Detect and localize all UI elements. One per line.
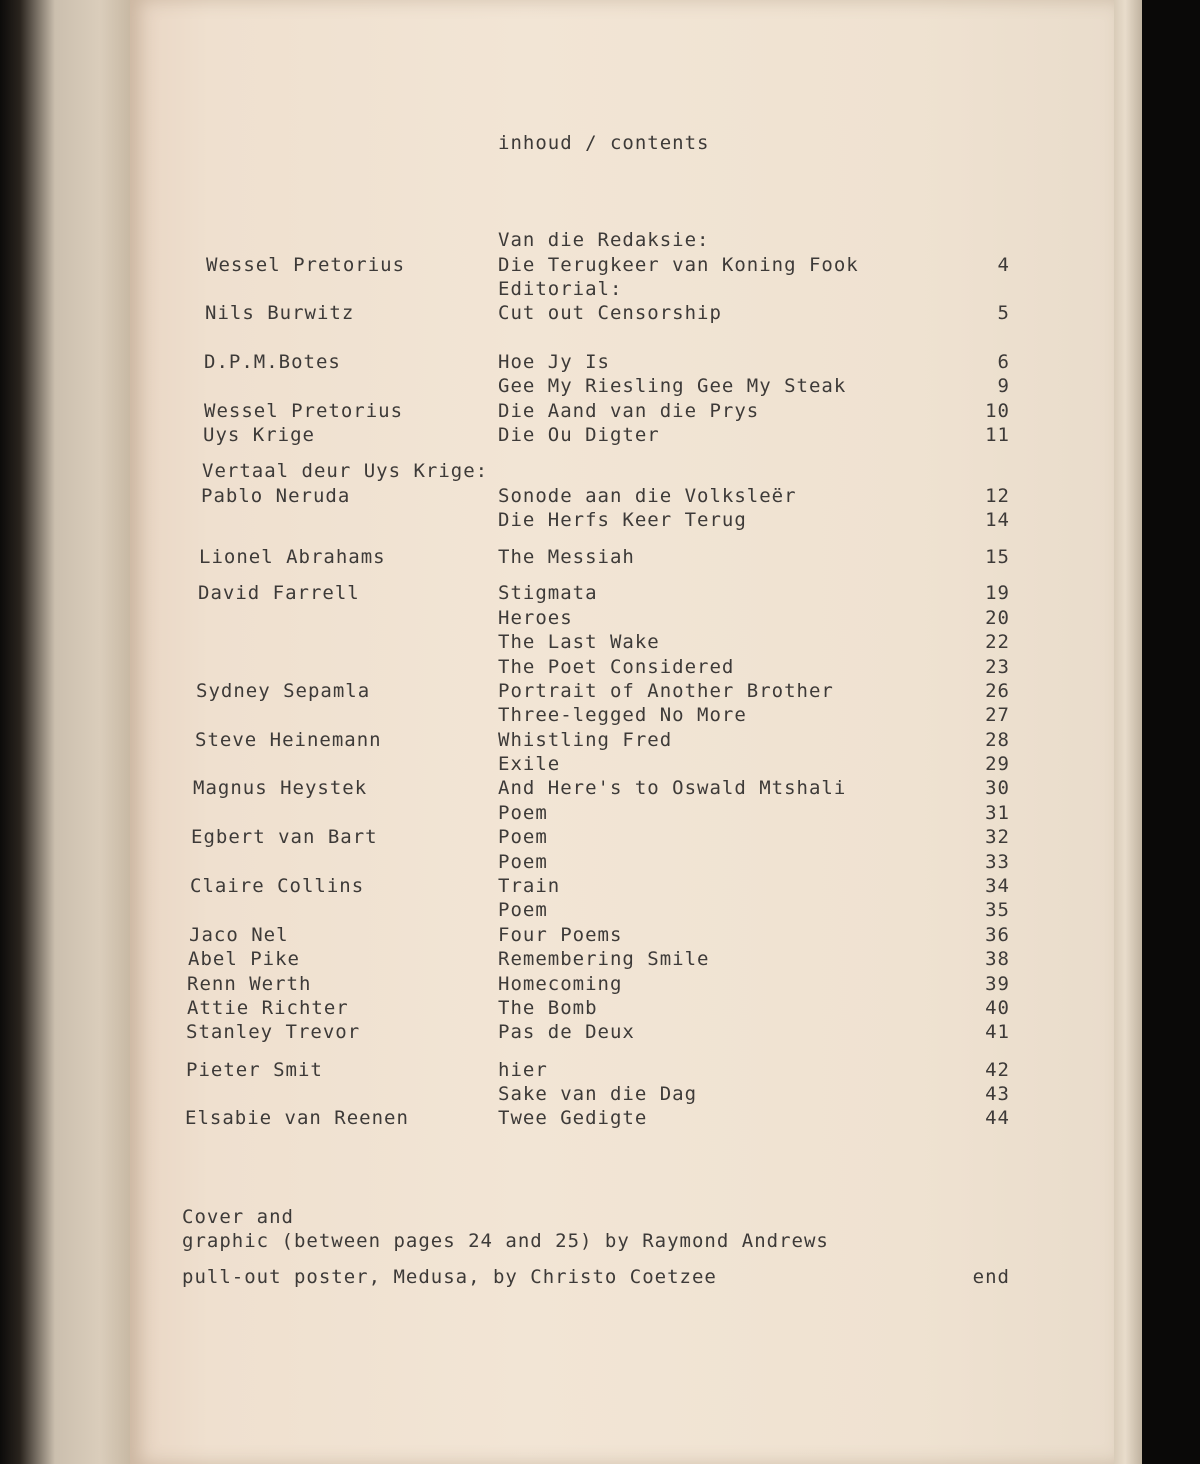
entry-author: Magnus Heystek: [193, 777, 368, 799]
entry-title: Die Herfs Keer Terug: [498, 509, 747, 531]
entry-title: Poem: [498, 826, 548, 848]
entry-page-number: 20: [985, 607, 1010, 629]
entry-title: Hoe Jy Is: [498, 351, 610, 373]
entry-title: Die Aand van die Prys: [498, 400, 760, 422]
entry-author: Pieter Smit: [186, 1059, 323, 1081]
entry-author: Claire Collins: [190, 875, 365, 897]
entry-page-number: 42: [985, 1059, 1010, 1081]
page-stack-edge: [1114, 0, 1142, 1464]
entry-title: Whistling Fred: [498, 729, 673, 751]
entry-title: Twee Gedigte: [498, 1107, 648, 1129]
entry-page-number: 30: [985, 777, 1010, 799]
entry-author: Abel Pike: [188, 948, 300, 970]
entry-page-number: 22: [985, 631, 1010, 653]
entry-page-number: 38: [985, 948, 1010, 970]
contents-heading: inhoud / contents: [498, 132, 710, 154]
entry-title: Train: [498, 875, 561, 897]
entry-author: Lionel Abrahams: [199, 546, 386, 568]
entry-page-number: 12: [985, 485, 1010, 507]
entry-page-number: 26: [985, 680, 1010, 702]
entry-title: Stigmata: [498, 582, 598, 604]
entry-title: Remembering Smile: [498, 948, 710, 970]
entry-page-number: 40: [985, 997, 1010, 1019]
entry-page-number: 43: [985, 1083, 1010, 1105]
entry-author: Uys Krige: [203, 424, 315, 446]
entry-author: Nils Burwitz: [205, 302, 355, 324]
entry-page-number: 10: [985, 400, 1010, 422]
entry-title: hier: [498, 1059, 548, 1081]
entry-title: Van die Redaksie:: [498, 229, 710, 251]
entry-author: David Farrell: [198, 582, 360, 604]
entry-title: Sonode aan die Volksleër: [498, 485, 797, 507]
entry-author: Jaco Nel: [189, 924, 289, 946]
entry-title: Pas de Deux: [498, 1021, 635, 1043]
entry-title: Die Ou Digter: [498, 424, 660, 446]
facing-page-edge: [0, 0, 140, 1464]
scan-background: [1142, 0, 1200, 1464]
entry-author: Vertaal deur Uys Krige:: [202, 460, 489, 482]
entry-title: The Bomb: [498, 997, 598, 1019]
entry-author: Pablo Neruda: [201, 485, 351, 507]
entry-title: The Messiah: [498, 546, 635, 568]
entry-title: Editorial:: [498, 278, 623, 300]
entry-title: Poem: [498, 899, 548, 921]
entry-title: Heroes: [498, 607, 573, 629]
entry-page-number: 28: [985, 729, 1010, 751]
entry-title: Four Poems: [498, 924, 623, 946]
entry-title: Three-legged No More: [498, 704, 747, 726]
entry-page-number: 41: [985, 1021, 1010, 1043]
entry-author: Elsabie van Reenen: [185, 1107, 409, 1129]
entry-title: Die Terugkeer van Koning Fook: [498, 254, 859, 276]
footer-cover-line: Cover and: [182, 1206, 294, 1228]
entry-title: The Last Wake: [498, 631, 660, 653]
footer-graphic-line: graphic (between pages 24 and 25) by Raymond Andrews: [182, 1230, 829, 1252]
entry-author: Wessel Pretorius: [204, 400, 404, 422]
entry-title: Portrait of Another Brother: [498, 680, 834, 702]
footer-poster-line: pull-out poster, Medusa, by Christo Coetzee: [182, 1266, 717, 1288]
entry-page-number: 5: [997, 302, 1010, 324]
entry-page-number: 14: [985, 509, 1010, 531]
entry-title: Cut out Censorship: [498, 302, 722, 324]
entry-page-number: 39: [985, 973, 1010, 995]
entry-page-number: 15: [985, 546, 1010, 568]
entry-page-number: 27: [985, 704, 1010, 726]
entry-page-number: 11: [985, 424, 1010, 446]
entry-title: And Here's to Oswald Mtshali: [498, 777, 847, 799]
entry-page-number: 9: [997, 375, 1010, 397]
entry-page-number: 44: [985, 1107, 1010, 1129]
entry-page-number: 33: [985, 851, 1010, 873]
entry-author: Stanley Trevor: [186, 1021, 361, 1043]
entry-page-number: 31: [985, 802, 1010, 824]
entry-title: Sake van die Dag: [498, 1083, 698, 1105]
entry-author: Attie Richter: [187, 997, 349, 1019]
entry-author: Sydney Sepamla: [196, 680, 371, 702]
entry-page-number: 19: [985, 582, 1010, 604]
entry-title: Gee My Riesling Gee My Steak: [498, 375, 847, 397]
entry-author: Wessel Pretorius: [206, 254, 406, 276]
entry-author: Egbert van Bart: [191, 826, 378, 848]
entry-author: Steve Heinemann: [195, 729, 382, 751]
entry-title: Homecoming: [498, 973, 623, 995]
footer-poster-page: end: [972, 1266, 1010, 1288]
entry-title: Poem: [498, 851, 548, 873]
entry-page-number: 36: [985, 924, 1010, 946]
entry-page-number: 29: [985, 753, 1010, 775]
entry-title: Poem: [498, 802, 548, 824]
entry-author: Renn Werth: [187, 973, 312, 995]
entry-page-number: 35: [985, 899, 1010, 921]
entry-page-number: 6: [997, 351, 1010, 373]
entry-page-number: 32: [985, 826, 1010, 848]
entry-title: Exile: [498, 753, 561, 775]
entry-page-number: 4: [997, 254, 1010, 276]
entry-title: The Poet Considered: [498, 656, 735, 678]
entry-page-number: 34: [985, 875, 1010, 897]
entry-page-number: 23: [985, 656, 1010, 678]
entry-author: D.P.M.Botes: [204, 351, 341, 373]
